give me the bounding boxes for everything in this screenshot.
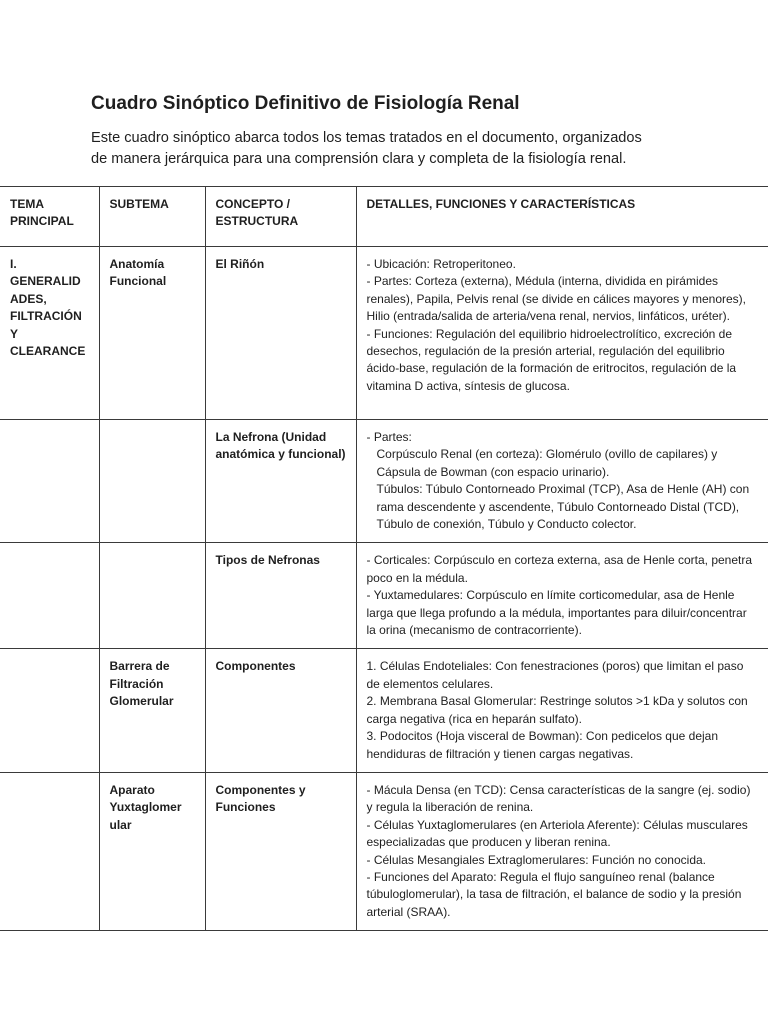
- detail-line: Túbulos: Túbulo Contorneado Proximal (TCP), Asa de Henle (AH) con rama descendente y ascendente, Túbulo Contorneado Distal (TCD), Túbulo de conexión, Túbulo y Conducto colector.: [376, 482, 750, 532]
- page-title: Cuadro Sinóptico Definitivo de Fisiología Renal: [91, 93, 520, 114]
- cell-tema: I. GENERALID ADES, FILTRACIÓN Y CLEARANCE: [0, 247, 99, 420]
- detail-line: - Funciones: Regulación del equilibrio hidroelectrolítico, excreción de desechos, regulación de la presión arterial, regulación del equilibrio ácido-base, regulación de la formación de eritrocitos, regulación de la vitamina D activa, síntesis de glucosa.: [366, 326, 737, 393]
- intro-line: de manera jerárquica para una comprensión clara y completa de la fisiología renal.: [91, 151, 627, 167]
- detail-line: - Células Yuxtaglomerulares (en Arteriola Aferente): Células musculares especializadas que producen y liberan renina.: [366, 817, 748, 850]
- detail-line: - Yuxtamedulares: Corpúsculo en límite corticomedular, asa de Henle larga que llega profundo a la médula, importantes para diluir/concentrar la orina (mecanismo de contracorriente).: [366, 588, 747, 638]
- cell-concepto: La Nefrona (Unidad anatómica y funcional): [205, 420, 356, 543]
- cell-subtema: [99, 420, 205, 543]
- table-row: [0, 649, 768, 772]
- detail-line: - Células Mesangiales Extraglomerulares: Función no conocida.: [366, 852, 707, 867]
- cell-subtema: Aparato Yuxtaglomer ular: [99, 772, 205, 930]
- cell-tema: [0, 649, 99, 772]
- detail-line: - Corticales: Corpúsculo en corteza externa, asa de Henle corta, penetra poco en la médula.: [366, 553, 753, 585]
- detail-line: 1. Células Endoteliales: Con fenestraciones (poros) que limitan el paso de elementos celulares.: [366, 659, 744, 691]
- detail-line: - Mácula Densa (en TCD): Censa características de la sangre (ej. sodio) y regula la liberación de renina.: [366, 782, 751, 815]
- cell-detalles: [356, 543, 768, 649]
- detail-line: - Ubicación: Retroperitoneo.: [366, 257, 516, 271]
- detail-line: - Partes: Corteza (externa), Médula (interna, dividida en pirámides renales), Papila, Pelvis renal (se divide en cálices mayores y menores), Hilio (entrada/salida de arteria/vena renal, nervios, linfáticos, uréter).: [366, 274, 746, 324]
- header-tema-principal: TEMA PRINCIPAL: [0, 187, 99, 247]
- table-header-row: [0, 187, 768, 247]
- header-concepto: CONCEPTO / ESTRUCTURA: [205, 187, 356, 247]
- cell-concepto: Componentes: [205, 649, 356, 772]
- table-row: [0, 543, 768, 649]
- intro-line: Este cuadro sinóptico abarca todos los temas tratados en el documento, organizados: [91, 130, 642, 146]
- cell-tema: [0, 772, 99, 930]
- intro-paragraph: [91, 128, 691, 170]
- cell-detalles: [356, 772, 768, 930]
- header-subtema: SUBTEMA: [99, 187, 205, 247]
- cell-tema: [0, 420, 99, 543]
- cell-subtema: Barrera de Filtración Glomerular: [99, 649, 205, 772]
- cell-concepto: El Riñón: [205, 247, 356, 420]
- cell-concepto: Tipos de Nefronas: [205, 543, 356, 649]
- cell-tema: [0, 543, 99, 649]
- cell-concepto: Componentes y Funciones: [205, 772, 356, 930]
- detail-line: 3. Podocitos (Hoja visceral de Bowman): Con pedicelos que dejan hendiduras de filtración y tienen cargas negativas.: [366, 729, 719, 761]
- synoptic-table: [0, 186, 768, 931]
- detail-line: - Funciones del Aparato: Regula el flujo sanguíneo renal (balance túbuloglomerular), la tasa de filtración, el balance de sodio y la presión arterial (SRAA).: [366, 869, 742, 919]
- table-row: [0, 420, 768, 543]
- table-row: [0, 772, 768, 930]
- cell-detalles: [356, 420, 768, 543]
- detail-line: 2. Membrana Basal Glomerular: Restringe solutos >1 kDa y solutos con carga negativa (rica en heparán sulfato).: [366, 694, 748, 726]
- cell-detalles: [356, 247, 768, 420]
- cell-detalles: [356, 649, 768, 772]
- cell-subtema: [99, 543, 205, 649]
- detail-line: - Partes:: [366, 430, 412, 444]
- cell-subtema: Anatomía Funcional: [99, 247, 205, 420]
- detail-line: Corpúsculo Renal (en corteza): Glomérulo (ovillo de capilares) y Cápsula de Bowman (con espacio urinario).: [376, 447, 718, 479]
- table-row: [0, 247, 768, 420]
- header-detalles: DETALLES, FUNCIONES Y CARACTERÍSTICAS: [356, 187, 768, 247]
